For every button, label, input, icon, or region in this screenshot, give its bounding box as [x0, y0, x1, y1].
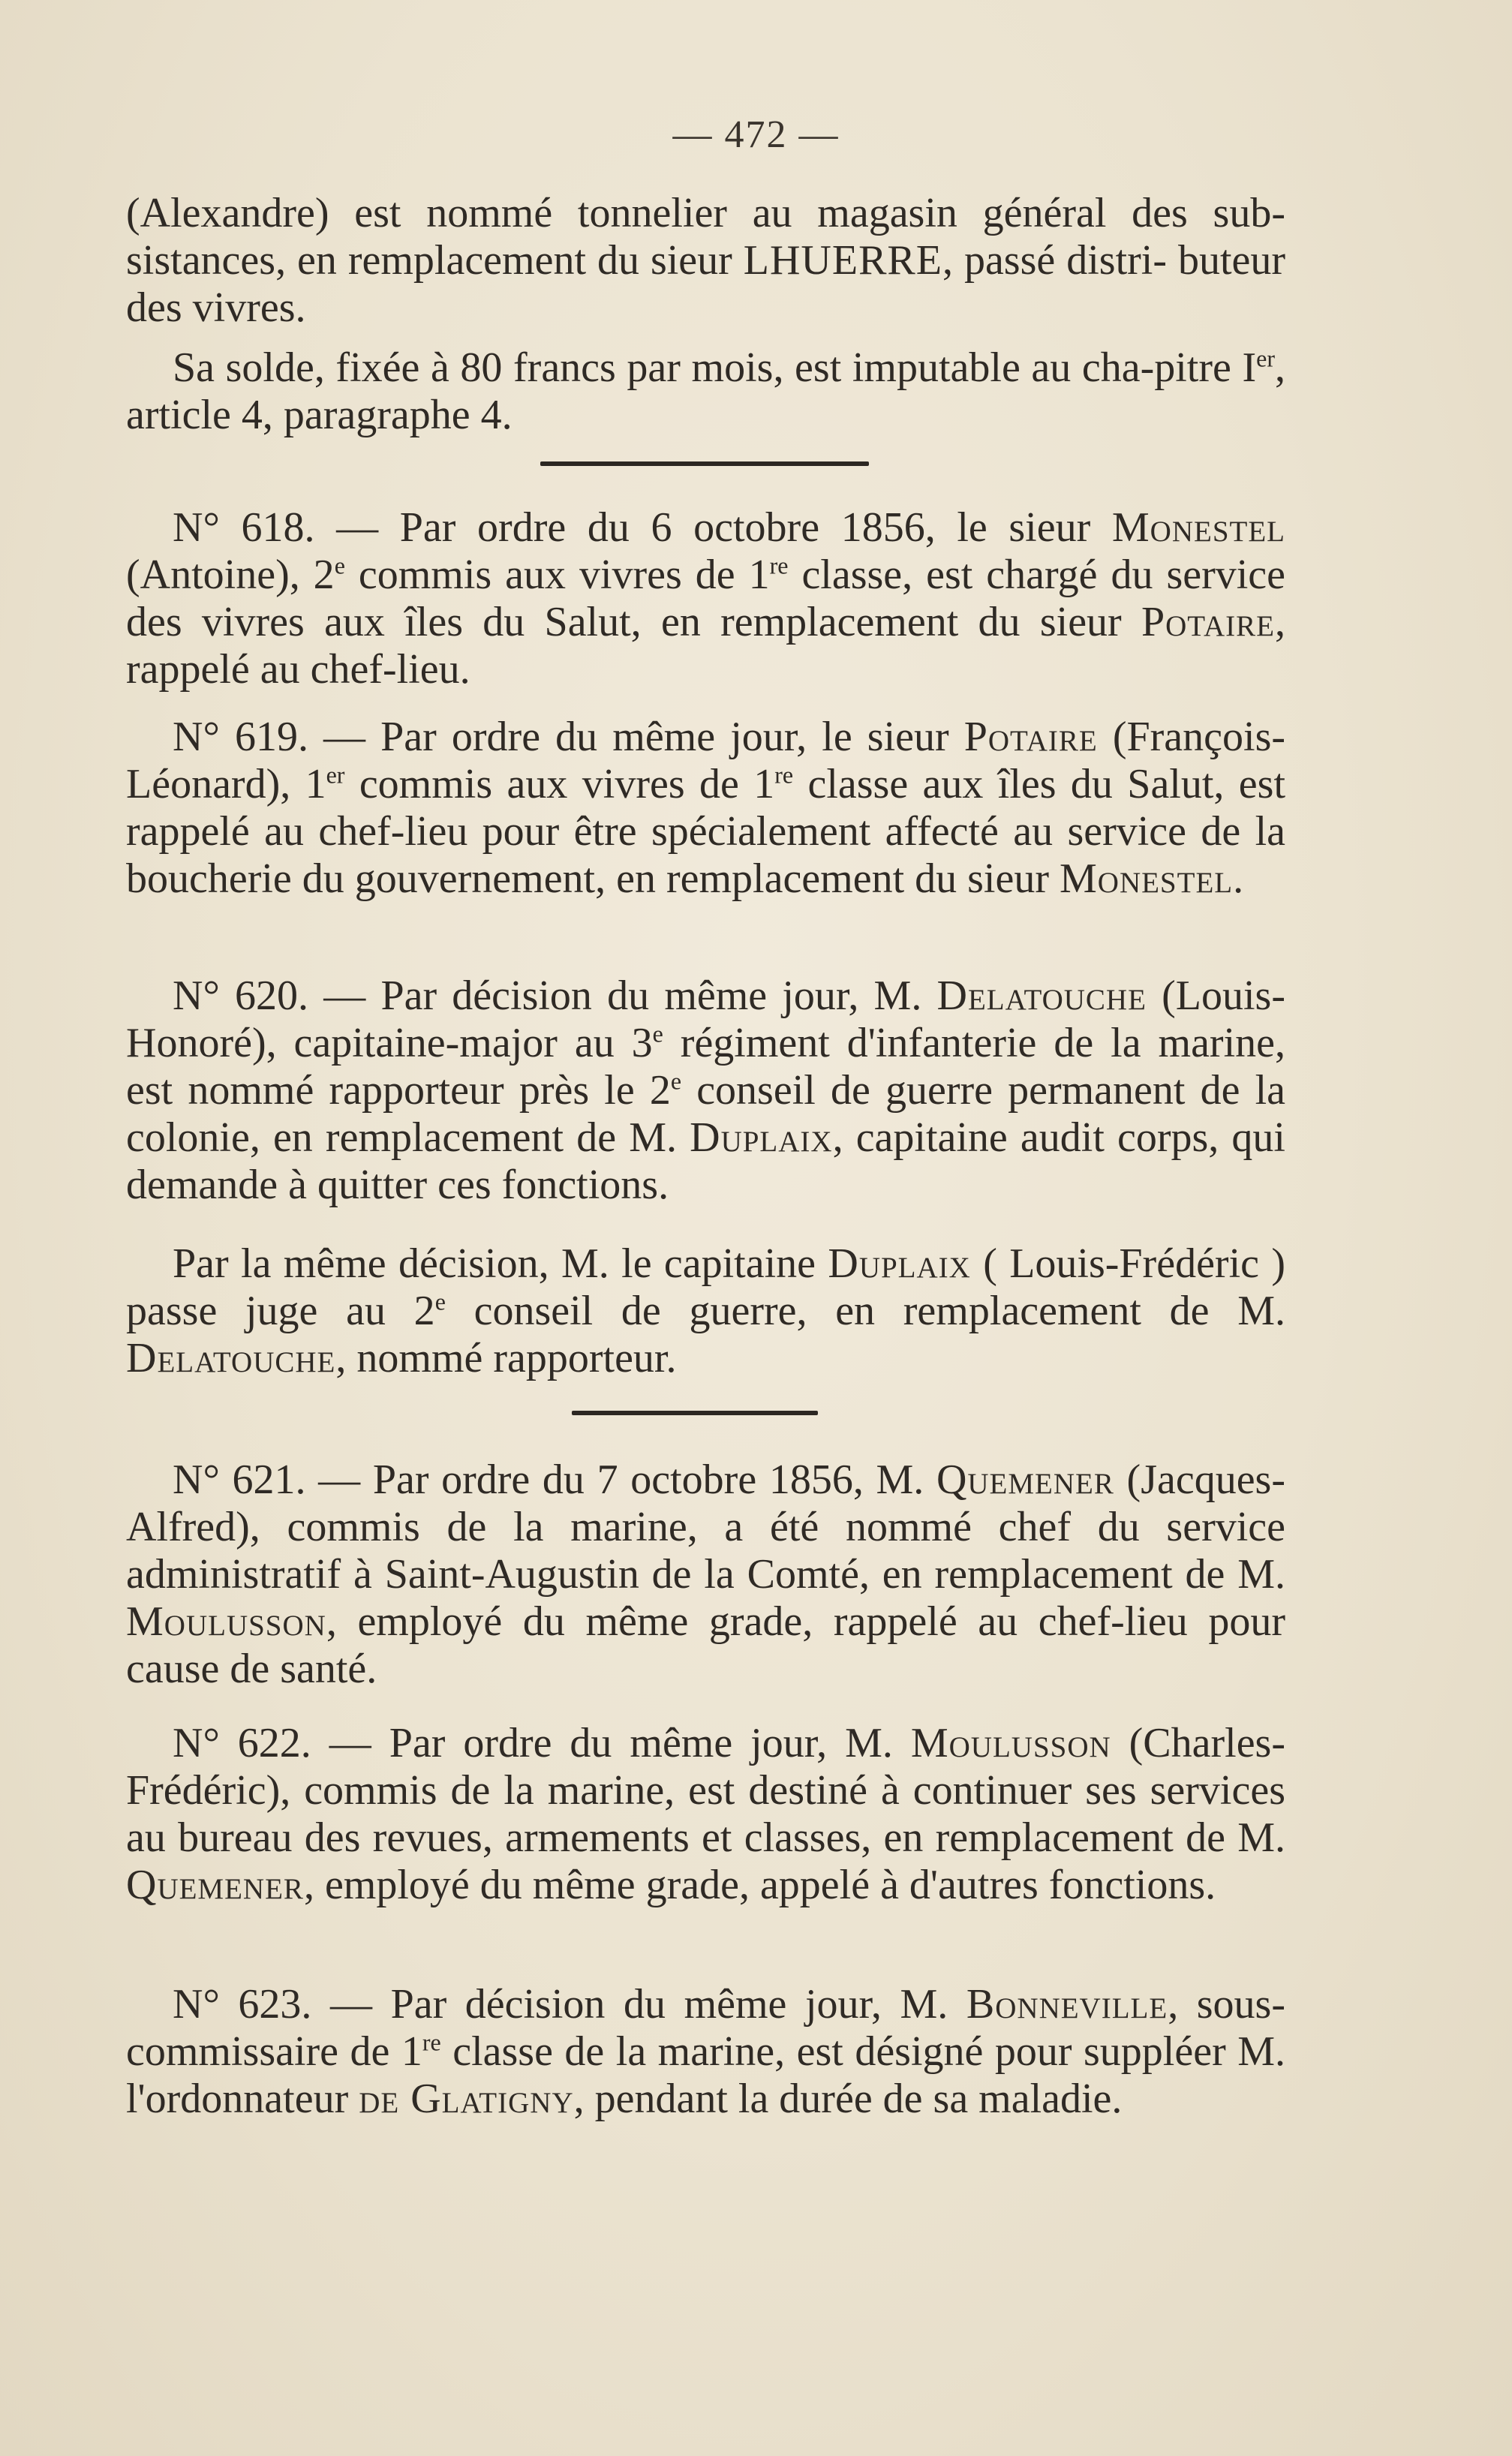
text-segment: , pendant la durée de sa maladie. — [573, 2076, 1123, 2122]
text-segment: N° 622. — Par ordre du même jour, M. — [173, 1720, 911, 1766]
person-name: Potaire — [963, 714, 1098, 760]
text-segment: N° 623. — Par décision du même jour, M. — [173, 1981, 966, 2028]
entry-619 — [126, 714, 1285, 903]
text-segment: régiment d'infanterie de la marine, est nommé rapporteur près le 2 — [126, 1020, 1285, 1114]
text-segment: N° 621. — Par ordre du 7 octobre 1856, M. — [173, 1456, 936, 1503]
text-segment: N° 619. — Par ordre du même jour, le sieur — [173, 714, 964, 760]
person-name: Monestel — [1059, 855, 1234, 902]
text-segment: conseil de guerre, en remplacement de M. — [445, 1288, 1285, 1334]
text-segment: Par la même décision, M. le capitaine — [173, 1240, 828, 1287]
text-segment: classe, est chargé du service des vivres aux îles du Salut, en remplacement du sieur — [126, 552, 1286, 645]
superscript: e — [334, 552, 345, 579]
text-segment: , sous-commissaire de 1 — [126, 1981, 1285, 2075]
superscript: re — [422, 2028, 441, 2056]
person-name: Duplaix — [828, 1240, 971, 1287]
text-segment: classe de la marine, est désigné pour suppléer M. l'ordonnateur — [126, 2028, 1285, 2122]
text-segment: Sa solde, fixée à 80 francs par mois, est imputable au cha-pitre I — [173, 344, 1257, 391]
person-name: Quemener — [126, 1862, 304, 1908]
text-segment: ( Louis-Frédéric ) passe juge au 2 — [126, 1240, 1285, 1334]
person-name: Bonneville — [966, 1981, 1168, 2028]
text-segment: (François-Léonard), 1 — [126, 714, 1286, 807]
paragraph-solde — [126, 344, 1285, 439]
entry-618 — [126, 504, 1285, 693]
page-number: — 472 — — [672, 113, 840, 156]
text-segment: commis aux vivres de 1 — [344, 761, 775, 807]
text-segment: conseil de guerre permanent de la colonie, en remplacement de M. — [126, 1067, 1286, 1161]
text-line: buteur des vivres. — [126, 237, 1286, 331]
person-name: de Glatigny — [359, 2076, 574, 2122]
superscript: re — [769, 552, 789, 579]
person-name: Potaire — [1141, 599, 1275, 645]
text-segment: N° 618. — Par ordre du 6 octobre 1856, le sieur — [173, 504, 1112, 551]
text-line: (Alexandre) est nommé tonnelier au magasin général des sub- — [126, 190, 1285, 236]
paragraph-continuation — [126, 190, 1285, 332]
text-segment: (Antoine), 2 — [126, 552, 335, 598]
section-divider — [572, 1411, 818, 1415]
superscript: er — [326, 761, 345, 789]
text-segment: N° 620. — Par décision du même jour, M. — [173, 972, 937, 1019]
person-name: Moulusson — [126, 1598, 326, 1645]
superscript: e — [652, 1020, 663, 1048]
text-segment: (Jacques-Alfred), commis de la marine, a été nommé chef du service administratif à Saint-Augustin de la Comté, en remplacement de M. — [126, 1456, 1285, 1598]
text-segment: commis aux vivres de 1 — [344, 552, 770, 598]
superscript: re — [774, 761, 794, 789]
text-segment: , nommé rapporteur. — [335, 1335, 677, 1381]
person-name: LHUERRE — [743, 237, 942, 284]
text-segment: , article 4, paragraphe 4. — [126, 344, 1285, 438]
text-segment: classe aux îles du Salut, est rappelé au chef-lieu pour être spécialement affecté au service de la boucherie du gouvernement, en remplacement du sieur — [126, 761, 1286, 902]
person-name: Quemener — [936, 1456, 1114, 1503]
paragraph-duplaix — [126, 1240, 1285, 1382]
text-line: sistances, en remplacement du sieur — [126, 237, 744, 284]
person-name: Delatouche — [126, 1335, 336, 1381]
entry-622 — [126, 1720, 1285, 1909]
superscript: e — [434, 1288, 446, 1315]
text-segment: , employé du même grade, appelé à d'autres fonctions. — [303, 1862, 1216, 1908]
text-segment: , rappelé au chef-lieu. — [126, 599, 1285, 693]
person-name: Moulusson — [910, 1720, 1111, 1766]
text-segment: , capitaine audit corps, qui demande à quitter ces fonctions. — [126, 1114, 1285, 1208]
text-segment: (Louis-Honoré), capitaine-major au 3 — [126, 972, 1285, 1066]
person-name: Monestel — [1111, 504, 1285, 551]
text-segment: , employé du même grade, rappelé au chef-lieu pour cause de santé. — [126, 1598, 1285, 1692]
text-segment: . — [1233, 855, 1244, 902]
text-segment: (Charles-Frédéric), commis de la marine, est destiné à continuer ses services au bureau des revues, armements et classes, en remplacement de M. — [126, 1720, 1285, 1861]
person-name: Duplaix — [690, 1114, 833, 1161]
superscript: er — [1256, 344, 1275, 372]
entry-623 — [126, 1981, 1285, 2123]
text-line: , passé distri- — [942, 237, 1167, 284]
superscript: e — [670, 1067, 682, 1095]
section-divider — [540, 461, 869, 466]
person-name: Delatouche — [936, 972, 1147, 1019]
entry-620 — [126, 972, 1285, 1209]
entry-621 — [126, 1456, 1285, 1693]
